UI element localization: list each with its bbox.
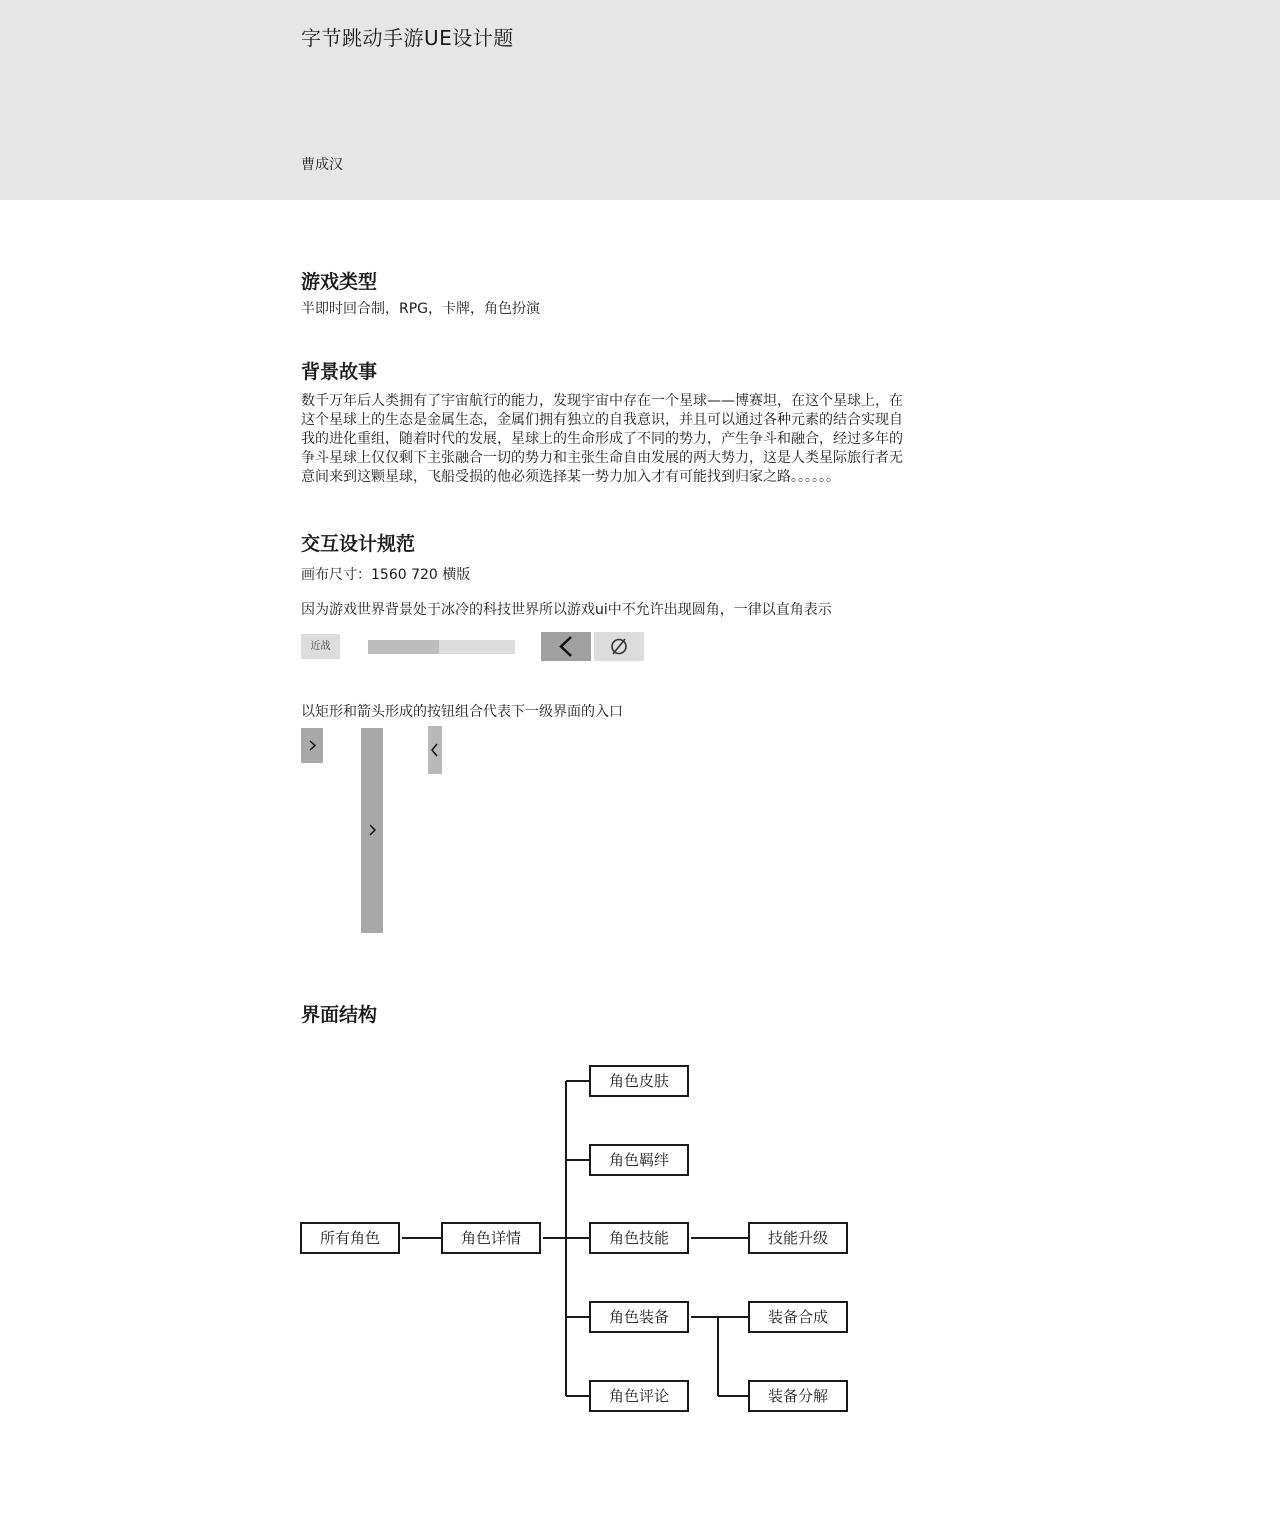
- entry-button-small[interactable]: [301, 728, 323, 763]
- interaction-heading: 交互设计规范: [301, 533, 416, 555]
- story-line: 数千万年后人类拥有了宇宙航行的能力，发现宇宙中存在一个星球——博赛坦，在这个星球上，在: [301, 393, 903, 409]
- header-banner: [0, 0, 1280, 200]
- node-role-detail: 角色详情: [441, 1222, 541, 1254]
- progress-bar: [368, 640, 515, 654]
- author-name: 曹成汉: [301, 157, 343, 173]
- story-line: 这个星球上的生态是金属生态，金属们拥有独立的自我意识，并且可以通过各种元素的结合实现自: [301, 412, 903, 428]
- story-line: 意间来到这颗星球，飞船受损的他必须选择某一势力加入才有可能找到归家之路。。。。。。: [301, 469, 840, 485]
- canvas-size-text: 画布尺寸：1560 720 横版: [301, 567, 471, 583]
- chevron-right-icon: [301, 728, 323, 763]
- empty-slot-button[interactable]: [594, 632, 644, 661]
- game-type-text: 半即时回合制，RPG，卡牌，角色扮演: [301, 301, 541, 317]
- node-role-skin: 角色皮肤: [589, 1065, 689, 1097]
- empty-set-icon: [594, 632, 644, 661]
- node-all-roles: 所有角色: [300, 1222, 400, 1254]
- story-line: 我的进化重组，随着时代的发展，星球上的生命形成了不同的势力，产生争斗和融合，经过多年的: [301, 431, 903, 447]
- chevron-left-icon: [541, 632, 591, 661]
- node-role-bond: 角色羁绊: [589, 1144, 689, 1176]
- back-button[interactable]: [541, 632, 591, 661]
- structure-heading: 界面结构: [301, 1004, 378, 1026]
- background-story: [301, 392, 973, 487]
- progress-fill: [368, 640, 439, 654]
- page-title: 字节跳动手游UE设计题: [301, 26, 514, 50]
- chevron-left-icon: [428, 726, 442, 774]
- melee-tag-button[interactable]: 近战: [301, 634, 340, 659]
- corner-rule-text: 因为游戏世界背景处于冰冷的科技世界所以游戏ui中不允许出现圆角，一律以直角表示: [301, 602, 832, 618]
- background-heading: 背景故事: [301, 361, 378, 383]
- collapse-button[interactable]: [428, 726, 442, 774]
- node-role-comment: 角色评论: [589, 1380, 689, 1412]
- node-role-skill: 角色技能: [589, 1222, 689, 1254]
- game-type-heading: 游戏类型: [301, 271, 378, 293]
- node-role-equip: 角色装备: [589, 1301, 689, 1333]
- story-line: 争斗星球上仅仅剩下主张融合一切的势力和主张生命自由发展的两大势力，这是人类星际旅行者无: [301, 450, 903, 466]
- entry-caption: 以矩形和箭头形成的按钮组合代表下一级界面的入口: [301, 704, 623, 720]
- entry-button-tall[interactable]: [361, 728, 383, 933]
- chevron-right-icon: [361, 728, 383, 933]
- node-skill-upgrade: 技能升级: [748, 1222, 848, 1254]
- node-equip-merge: 装备合成: [748, 1301, 848, 1333]
- node-equip-break: 装备分解: [748, 1380, 848, 1412]
